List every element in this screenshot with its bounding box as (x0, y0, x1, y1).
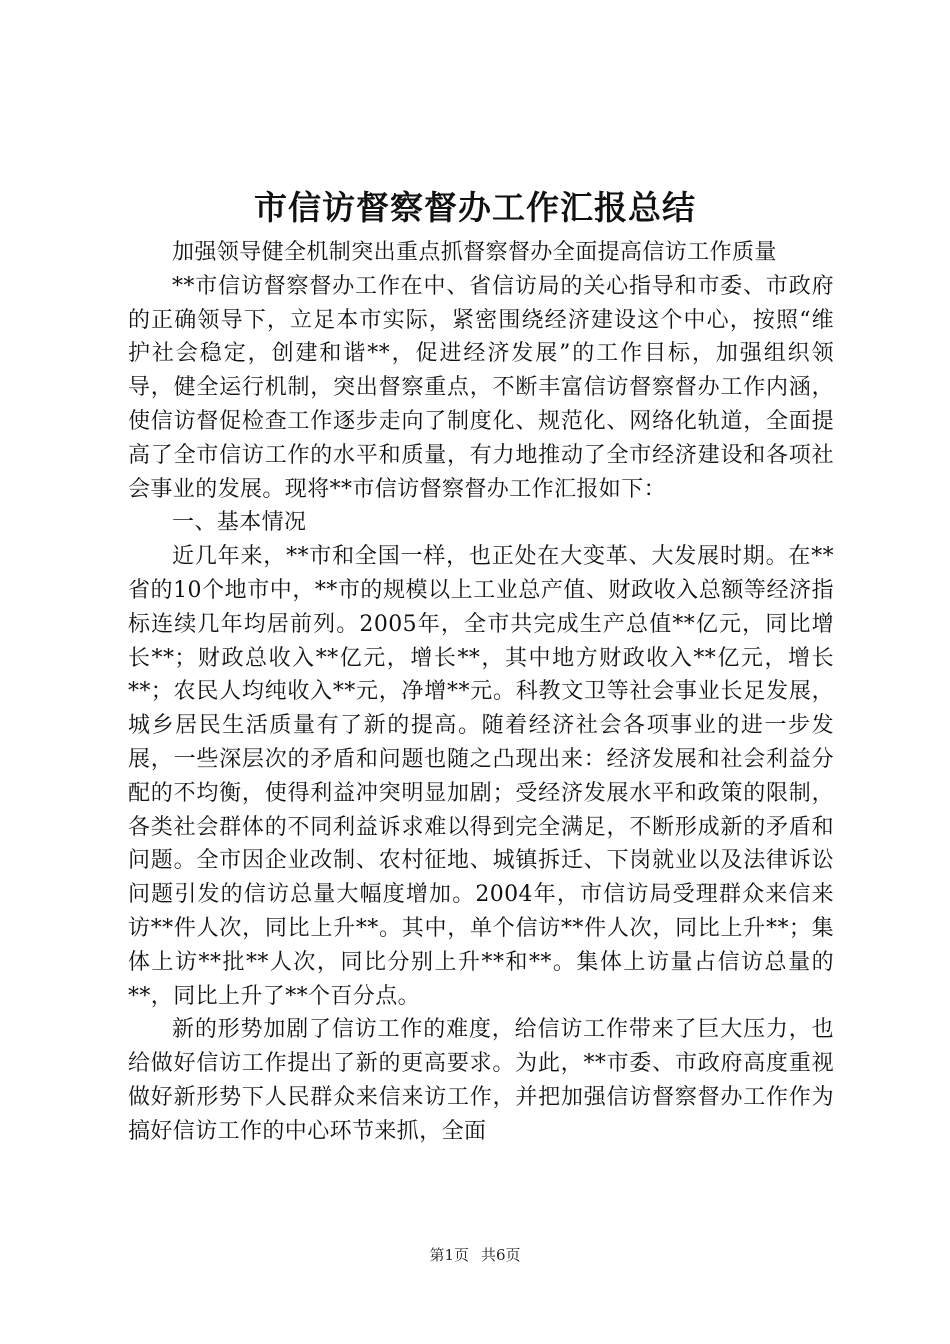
page-footer (0, 1244, 950, 1265)
document-title: 市信访督察督办工作汇报总结 (254, 188, 696, 227)
page-number: 第1页 (429, 1246, 469, 1264)
intro-paragraph: **市信访督察督办工作在中、省信访局的关心指导和市委、市政府的正确领导下，立足本市实际，紧密围绕经济建设这个中心，按照“维护社会稳定，创建和谐**，促进经济发展”的工作目标，加强组织领导，健全运行机制，突出督察重点，不断丰富信访督察督办工作内涵，使信访督促检查工作逐步走向了制度化、规范化、网络化轨道，全面提高了全市信访工作的水平和质量，有力地推动了全市经济建设和各项社会事业的发展。现将**市信访督察督办工作汇报如下： (128, 273, 834, 502)
body-paragraph: 新的形势加剧了信访工作的难度，给信访工作带来了巨大压力，也给做好信访工作提出了新的更高要求。为此，**市委、市政府高度重视做好新形势下人民群众来信来访工作，并把加强信访督察督办工作作为搞好信访工作的中心环节来抓，全面 (128, 1017, 834, 1144)
subtitle-paragraph: 加强领导健全机制突出重点抓督察督办全面提高信访工作质量 (172, 240, 777, 265)
document-body (128, 236, 834, 1149)
body-paragraph: 近几年来，**市和全国一样，也正处在大变革、大发展时期。在**省的10个地市中，**市的规模以上工业总产值、财政收入总额等经济指标连续几年均居前列。2005年，全市共完成生产总值**亿元，同比增长**；财政总收入**亿元，增长**，其中地方财政收入**亿元，增长**；农民人均纯收入**元，净增**元。科教文卫等社会事业长足发展，城乡居民生活质量有了新的提高。随着经济社会各项事业的进一步发展，一些深层次的矛盾和问题也随之凸现出来：经济发展和社会利益分配的不均衡，使得利益冲突明显加剧；受经济发展水平和政策的限制，各类社会群体的不同利益诉求难以得到完全满足，不断形成新的矛盾和问题。全市因企业改制、农村征地、城镇拆迁、下岗就业以及法律诉讼问题引发的信访总量大幅度增加。2004年，市信访局受理群众来信来访**件人次，同比上升**。其中，单个信访**件人次，同比上升**；集体上访**批**人次，同比分别上升**和**。集体上访量占信访总量的**，同比上升了**个百分点。 (128, 544, 834, 1009)
section-heading: 一、基本情况 (172, 510, 307, 536)
page-total: 共6页 (481, 1246, 521, 1264)
